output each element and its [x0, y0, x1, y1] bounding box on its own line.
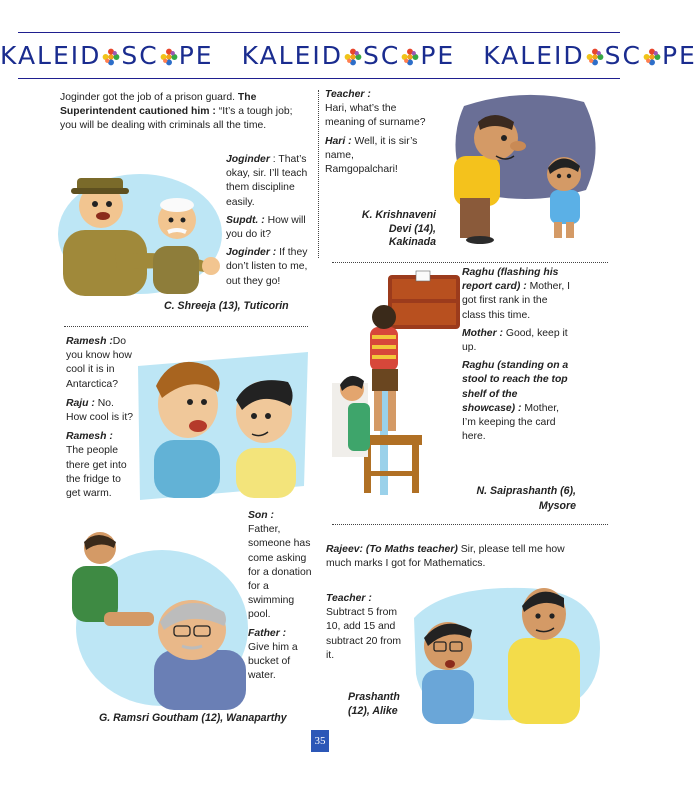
section-divider	[64, 326, 308, 327]
dialogue-text: The people there get into the fridge to get warm.	[66, 445, 127, 500]
joke5-cartoon-son-father	[64, 530, 248, 710]
speaker-name: Joginder :	[226, 247, 277, 259]
dialogue-text: Subtract 5 from 10, add 15 and subtract 20 from it.	[326, 607, 402, 661]
joke1-line1	[226, 153, 318, 210]
joke6-cartoon-rajeev-teacher	[404, 578, 608, 726]
flower-icon	[586, 48, 604, 66]
joke6-intro	[326, 543, 574, 571]
dialogue-text: Do you know how cool it is in Antarctica?	[66, 336, 132, 390]
dialogue-text: Sir, please tell me how much marks I got for Mathematics.	[326, 544, 565, 570]
speaker-name: Ramesh :	[66, 336, 113, 347]
speaker-name: Supdt. :	[226, 214, 265, 226]
credit-line: (12), Alike	[348, 705, 398, 717]
joke1-intro-bold: The Superintendent cautioned him :	[60, 92, 257, 118]
speaker-name: Son :	[248, 510, 274, 521]
joke4-line3	[462, 359, 570, 444]
speaker-name: Father :	[248, 627, 287, 639]
joke1-intro	[60, 91, 312, 134]
credit-line: Kakinada	[388, 236, 436, 248]
speaker-name: Joginder	[226, 154, 270, 165]
header-word-part: PE	[420, 41, 456, 70]
speaker-name: Rajeev: (To Maths teacher)	[326, 544, 458, 555]
speaker-name: Hari :	[325, 135, 352, 147]
joke3-line2	[66, 397, 134, 425]
speaker-name: Raghu (standing on a stool to reach the top shelf of the showcase) :	[462, 360, 569, 414]
dialogue-text: : That’s okay, sir. I’ll teach them discipline easily.	[226, 154, 308, 208]
dialogue-text: Give him a bucket of water.	[248, 641, 298, 682]
joke4-cartoon-raghu-on-stool	[330, 265, 462, 497]
page-number: 35	[311, 730, 329, 752]
header-word-part: KALEID	[483, 41, 585, 70]
joke4-line1	[462, 266, 570, 323]
joke1-intro-text: Joginder got the job of a prison guard.	[60, 92, 236, 103]
credit-line: N. Saiprashanth (6),	[476, 485, 576, 497]
speaker-name: Raghu (flashing his report card) :	[462, 267, 559, 293]
header-word-part: PE	[178, 41, 214, 70]
joke4-dialogue	[462, 266, 570, 444]
joke1-dialogue	[226, 153, 318, 289]
joke5-line1	[248, 509, 312, 623]
dialogue-text: How will you do it?	[226, 214, 306, 241]
header-title-row	[0, 41, 697, 70]
joke1-credit: C. Shreeja (13), Tuticorin	[164, 300, 289, 312]
flower-icon	[344, 48, 362, 66]
joke6-dialogue	[326, 592, 406, 663]
joke1-line2	[226, 214, 318, 242]
speaker-name: Mother :	[462, 327, 503, 339]
joke5-dialogue	[248, 509, 312, 683]
dialogue-text: Mother, I got first rank in the class this time.	[462, 281, 570, 321]
header-top-rule	[18, 32, 620, 33]
speaker-name: Ramesh :	[66, 431, 113, 443]
dialogue-text: Good, keep it up.	[462, 327, 568, 354]
dialogue-text: Mother, I’m keeping the card here.	[462, 402, 560, 443]
joke5-credit: G. Ramsri Goutham (12), Wanaparthy	[99, 712, 287, 724]
joke4-credit	[460, 484, 576, 514]
speaker-name: Teacher :	[325, 89, 371, 100]
header-bottom-rule	[18, 78, 620, 79]
header-word-part: SC	[604, 41, 642, 70]
joke1-intro-quote: “It’s a tough job; you will be dealing with criminals all the time.	[60, 106, 293, 132]
speaker-name: Teacher :	[326, 593, 372, 604]
joke6-credit	[348, 690, 400, 718]
credit-line: Mysore	[538, 500, 576, 512]
flower-icon	[401, 48, 419, 66]
joke3-line1	[66, 335, 134, 392]
joke1-line3	[226, 246, 318, 289]
kaleidoscope-header	[0, 32, 697, 82]
joke6-line2	[326, 592, 406, 663]
header-word-part: KALEID	[241, 41, 344, 70]
joke1-cartoon-guard-superintendent	[55, 158, 225, 298]
dialogue-text: No. How cool is it?	[66, 397, 133, 424]
joke2-dialogue	[325, 88, 429, 177]
joke2-cartoon-teacher-hari	[434, 86, 609, 246]
column-divider	[318, 90, 319, 258]
joke5-line2	[248, 627, 312, 684]
dialogue-text: If they don’t listen to me, out they go!	[226, 247, 308, 287]
joke4-line2	[462, 327, 570, 355]
header-word-part: SC	[363, 41, 401, 70]
joke2-line1	[325, 88, 429, 131]
dialogue-text: Father, someone has come asking for a donation for a swimming pool.	[248, 524, 312, 621]
joke3-cartoon-ramesh-raju	[132, 336, 314, 504]
credit-line: Prashanth	[348, 691, 400, 703]
section-divider	[332, 262, 608, 263]
dialogue-text: Well, it is sir’s name, Ramgopalchari!	[325, 135, 418, 176]
section-divider	[332, 524, 608, 525]
joke2-credit	[352, 209, 436, 250]
dialogue-text: Hari, what’s the meaning of surname?	[325, 103, 426, 129]
flower-icon	[102, 48, 120, 66]
joke3-dialogue	[66, 335, 134, 501]
header-word-part: SC	[121, 41, 159, 70]
credit-line: K. Krishnaveni	[361, 209, 436, 221]
header-word-part: KALEID	[0, 41, 102, 70]
flower-icon	[160, 48, 178, 66]
joke3-line3	[66, 430, 134, 501]
credit-line: Devi (14),	[388, 222, 436, 235]
flower-icon	[643, 48, 661, 66]
speaker-name: Raju :	[66, 397, 95, 409]
joke2-line2	[325, 135, 429, 178]
header-word-part: PE	[661, 41, 697, 70]
